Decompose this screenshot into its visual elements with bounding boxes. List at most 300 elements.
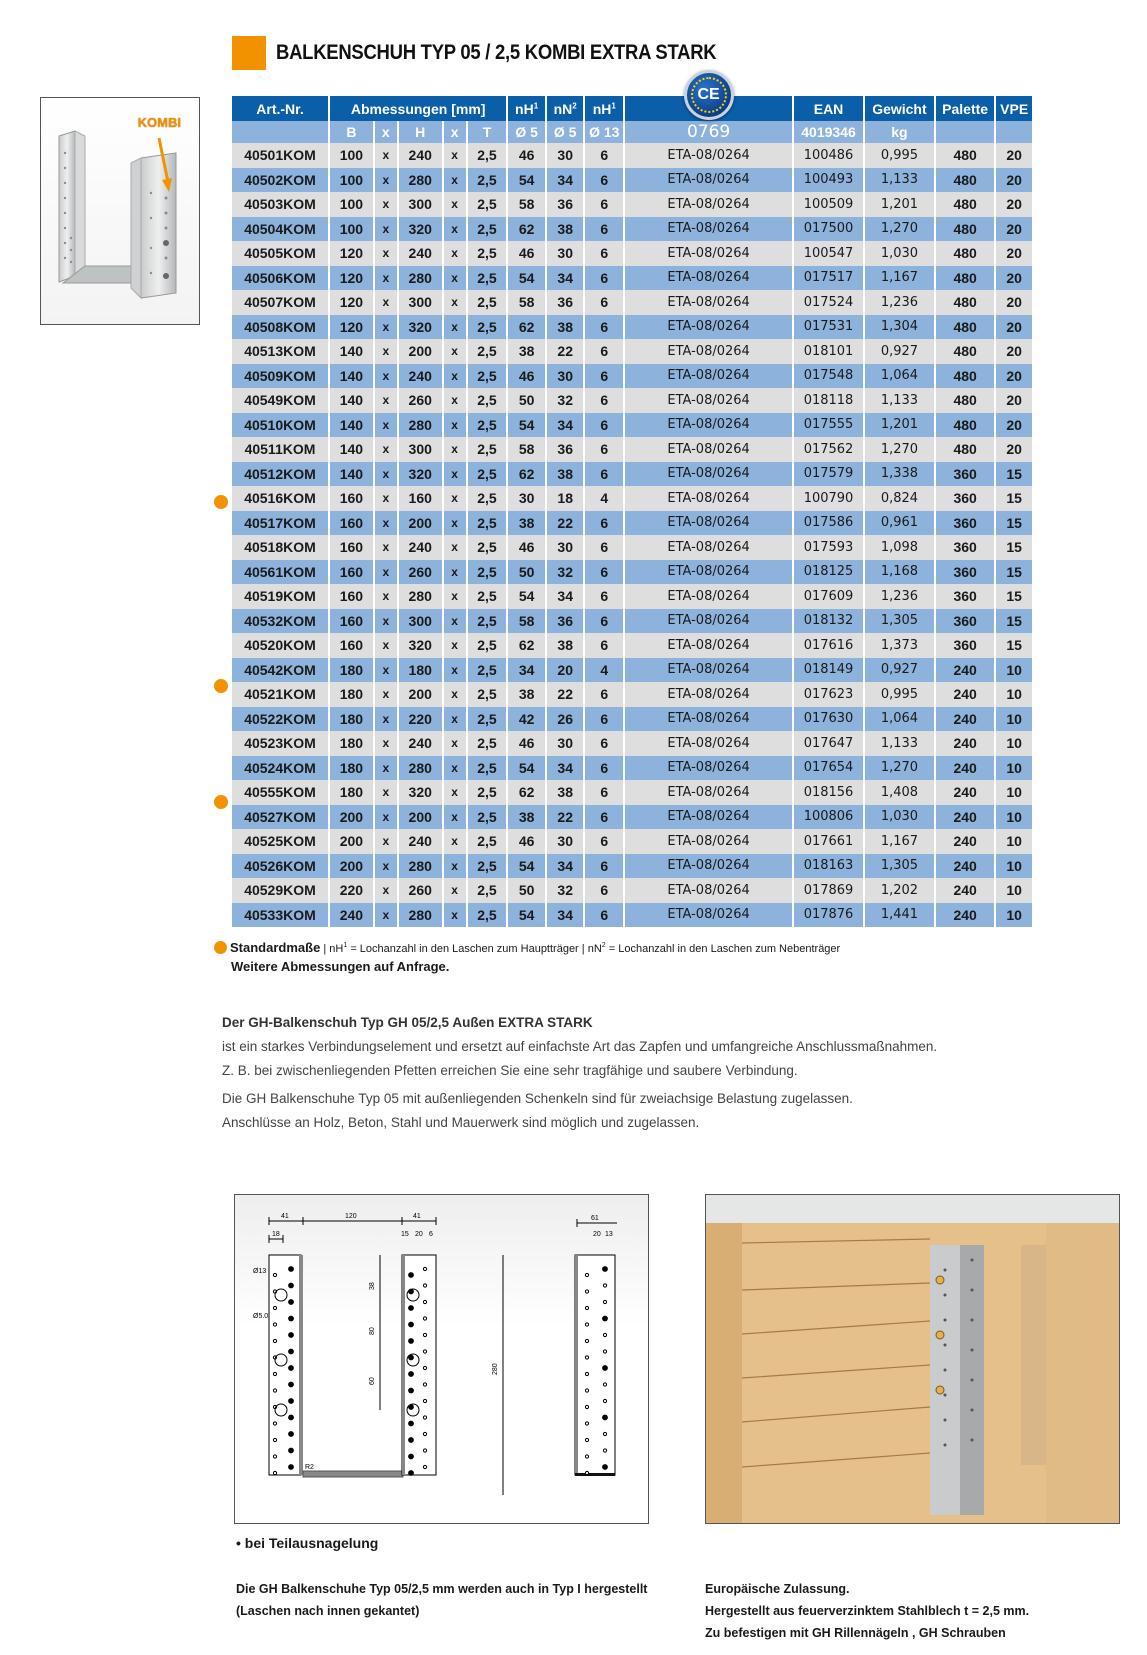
table-row: [232, 535, 1033, 560]
cell-b: 140: [329, 364, 374, 389]
cell-kg: 1,201: [864, 413, 935, 438]
cell-art: 40522KOM: [232, 707, 329, 732]
cell-h: 300: [398, 437, 443, 462]
col-header-nh5: [507, 96, 546, 121]
table-row: [232, 511, 1033, 536]
cell-nn: 30: [546, 241, 585, 266]
cell-art: 40529KOM: [232, 878, 329, 903]
cell-n13: 6: [584, 707, 624, 732]
hole-mark: [409, 1322, 414, 1327]
cell-ean: 017661: [793, 829, 864, 854]
cell-times: x: [443, 780, 467, 805]
cell-art: 40501KOM: [232, 143, 329, 168]
cell-nh: 62: [507, 633, 546, 658]
cell-n13: 6: [584, 878, 624, 903]
cell-vpe: 15: [995, 486, 1033, 511]
dim-13: 13: [605, 1231, 613, 1238]
nh13-sup: 1: [611, 100, 616, 110]
hole-mark: [289, 1333, 294, 1338]
cell-pal: 240: [935, 829, 995, 854]
hole-mark: [603, 1316, 608, 1321]
cell-times: x: [374, 756, 398, 781]
hole-mark: [423, 1449, 426, 1452]
cell-vpe: 20: [995, 192, 1033, 217]
cell-art: 40520KOM: [232, 633, 329, 658]
product-table: [232, 86, 1034, 927]
cell-ean: 018149: [793, 658, 864, 683]
hole-mark: [289, 1283, 294, 1288]
hole-mark: [423, 1317, 426, 1320]
cell-n13: 6: [584, 805, 624, 830]
cell-nh: 46: [507, 241, 546, 266]
cell-vpe: 15: [995, 462, 1033, 487]
cell-art: 40502KOM: [232, 168, 329, 193]
cell-n13: 6: [584, 388, 624, 413]
cell-h: 320: [398, 633, 443, 658]
hole-mark: [273, 1471, 276, 1474]
cell-art: 40518KOM: [232, 535, 329, 560]
cell-kg: 1,167: [864, 266, 935, 291]
cell-times: x: [443, 388, 467, 413]
cell-times: x: [443, 241, 467, 266]
technical-drawing: [234, 1194, 649, 1524]
cell-ean: 017531: [793, 315, 864, 340]
cell-eta: ETA-08/0264: [624, 290, 793, 315]
nn-label: nN: [553, 100, 573, 117]
cell-t: 2,5: [467, 486, 508, 511]
dim-6: 6: [429, 1231, 433, 1238]
cell-nn: 36: [546, 192, 585, 217]
cell-b: 160: [329, 633, 374, 658]
cell-kg: 1,236: [864, 584, 935, 609]
cell-nn: 34: [546, 168, 585, 193]
hole-mark: [603, 1415, 608, 1420]
description-heading: Der GH-Balkenschuh Typ GH 05/2,5 Außen EXTRA STARK: [222, 1015, 593, 1030]
cell-nn: 22: [546, 339, 585, 364]
cell-kg: 1,305: [864, 609, 935, 634]
cell-times: x: [374, 609, 398, 634]
hole-mark: [409, 1388, 414, 1393]
cell-b: 200: [329, 829, 374, 854]
hole-mark: [289, 1300, 294, 1305]
description-line: Die GH Balkenschuhe Typ 05 mit außenliegenden Schenkeln sind für zweiachsige Belastung zugelassen.: [222, 1091, 853, 1106]
cell-kg: 0,927: [864, 339, 935, 364]
cell-h: 320: [398, 780, 443, 805]
dim-15: 15: [401, 1231, 409, 1238]
hole-mark: [289, 1382, 294, 1387]
cell-art: 40555KOM: [232, 780, 329, 805]
cell-art: 40504KOM: [232, 217, 329, 242]
cell-n13: 6: [584, 609, 624, 634]
cell-eta: ETA-08/0264: [624, 266, 793, 291]
cell-kg: 1,270: [864, 437, 935, 462]
cell-nh: 62: [507, 780, 546, 805]
hole-mark: [585, 1422, 588, 1425]
cell-nn: 30: [546, 535, 585, 560]
hole-mark: [603, 1284, 606, 1287]
dim-20: 20: [415, 1231, 423, 1238]
description-line: ist ein starkes Verbindungselement und ersetzt auf einfachste Art das Zapfen und umfangreiche Anschlussmaßnahmen.: [222, 1039, 938, 1054]
hole-mark: [603, 1300, 606, 1303]
cell-kg: 1,338: [864, 462, 935, 487]
table-row: [232, 364, 1033, 389]
cell-b: 180: [329, 731, 374, 756]
cell-ean: 100790: [793, 486, 864, 511]
table-row: [232, 903, 1033, 928]
cell-vpe: 15: [995, 584, 1033, 609]
cell-h: 260: [398, 878, 443, 903]
cell-nh: 34: [507, 658, 546, 683]
cell-times: x: [374, 584, 398, 609]
cell-b: 120: [329, 241, 374, 266]
cell-ean: 017555: [793, 413, 864, 438]
cell-art: 40517KOM: [232, 511, 329, 536]
hole-mark: [603, 1383, 606, 1386]
cell-nn: 36: [546, 437, 585, 462]
cell-times: x: [374, 437, 398, 462]
cell-h: 280: [398, 854, 443, 879]
cell-times: x: [443, 854, 467, 879]
cell-n13: 6: [584, 854, 624, 879]
cell-n13: 6: [584, 192, 624, 217]
cell-eta: ETA-08/0264: [624, 903, 793, 928]
cell-pal: 360: [935, 609, 995, 634]
cell-nh: 50: [507, 878, 546, 903]
caption-right-line: Zu befestigen mit GH Rillennägeln , GH Schrauben: [705, 1626, 1006, 1640]
cell-b: 120: [329, 266, 374, 291]
table-row: [232, 829, 1033, 854]
cell-t: 2,5: [467, 633, 508, 658]
table-row: [232, 707, 1033, 732]
cell-times: x: [374, 511, 398, 536]
cell-times: x: [443, 290, 467, 315]
cell-pal: 240: [935, 805, 995, 830]
cell-b: 160: [329, 560, 374, 585]
cell-art: 40512KOM: [232, 462, 329, 487]
cell-h: 240: [398, 143, 443, 168]
cell-b: 160: [329, 535, 374, 560]
cell-ean: 017524: [793, 290, 864, 315]
cell-ean: 017609: [793, 584, 864, 609]
cell-h: 280: [398, 903, 443, 928]
cell-n13: 6: [584, 511, 624, 536]
table-row: [232, 633, 1033, 658]
cell-b: 180: [329, 756, 374, 781]
col-header-vpe: VPE: [995, 96, 1033, 121]
cell-h: 240: [398, 535, 443, 560]
cell-vpe: 20: [995, 437, 1033, 462]
cell-times: x: [443, 707, 467, 732]
cell-pal: 360: [935, 535, 995, 560]
cell-b: 160: [329, 511, 374, 536]
subheader-unit: kg: [864, 121, 935, 143]
description-line: Z. B. bei zwischenliegenden Pfetten erreichen Sie eine sehr tragfähige und saubere Verbindung.: [222, 1063, 798, 1078]
legend-more-sizes: Weitere Abmessungen auf Anfrage.: [231, 959, 450, 974]
cell-t: 2,5: [467, 217, 508, 242]
cell-b: 100: [329, 168, 374, 193]
hole-mark: [273, 1438, 276, 1441]
cell-t: 2,5: [467, 731, 508, 756]
table-row: [232, 315, 1033, 340]
cell-h: 320: [398, 217, 443, 242]
cell-art: 40506KOM: [232, 266, 329, 291]
cell-t: 2,5: [467, 266, 508, 291]
cell-h: 240: [398, 241, 443, 266]
cell-times: x: [374, 535, 398, 560]
hole-mark: [603, 1432, 606, 1435]
col-header-dimensions: Abmessungen [mm]: [329, 96, 507, 121]
hole-mark: [273, 1306, 276, 1309]
hole-mark: [423, 1350, 426, 1353]
cell-pal: 240: [935, 903, 995, 928]
cell-nh: 58: [507, 290, 546, 315]
dim-61: 61: [591, 1215, 599, 1222]
table-row: [232, 413, 1033, 438]
cell-n13: 6: [584, 339, 624, 364]
cell-kg: 1,373: [864, 633, 935, 658]
hole-mark: [603, 1399, 606, 1402]
cell-kg: 0,995: [864, 143, 935, 168]
hole-mark: [289, 1399, 294, 1404]
cell-n13: 4: [584, 486, 624, 511]
cell-vpe: 10: [995, 731, 1033, 756]
cell-times: x: [374, 364, 398, 389]
cell-art: 40508KOM: [232, 315, 329, 340]
cell-n13: 6: [584, 560, 624, 585]
cell-pal: 480: [935, 290, 995, 315]
caption-left: [236, 1578, 647, 1622]
cell-kg: 1,064: [864, 364, 935, 389]
hole-mark: [409, 1471, 414, 1476]
cell-h: 300: [398, 192, 443, 217]
cell-ean: 100509: [793, 192, 864, 217]
cell-times: x: [374, 486, 398, 511]
hole-mark: [423, 1432, 426, 1435]
subheader-h: H: [398, 121, 443, 143]
cell-ean: 017562: [793, 437, 864, 462]
cell-vpe: 10: [995, 805, 1033, 830]
cell-nh: 46: [507, 535, 546, 560]
cell-pal: 360: [935, 633, 995, 658]
cell-n13: 6: [584, 682, 624, 707]
cell-n13: 6: [584, 168, 624, 193]
cell-t: 2,5: [467, 511, 508, 536]
table-row: [232, 731, 1033, 756]
subheader-d5a: Ø 5: [507, 121, 546, 143]
cell-times: x: [374, 658, 398, 683]
cell-b: 220: [329, 878, 374, 903]
cell-t: 2,5: [467, 903, 508, 928]
cell-n13: 6: [584, 413, 624, 438]
cell-nn: 34: [546, 413, 585, 438]
cell-h: 280: [398, 413, 443, 438]
cell-kg: 1,202: [864, 878, 935, 903]
cell-art: 40527KOM: [232, 805, 329, 830]
cell-h: 320: [398, 462, 443, 487]
legend-line-2: [214, 958, 840, 976]
cell-art: 40526KOM: [232, 854, 329, 879]
table-row: [232, 192, 1033, 217]
cell-nh: 54: [507, 266, 546, 291]
cell-nh: 46: [507, 829, 546, 854]
cell-eta: ETA-08/0264: [624, 315, 793, 340]
table-row: [232, 437, 1033, 462]
cell-eta: ETA-08/0264: [624, 633, 793, 658]
cell-vpe: 10: [995, 878, 1033, 903]
cell-b: 100: [329, 192, 374, 217]
cell-eta: ETA-08/0264: [624, 535, 793, 560]
cell-eta: ETA-08/0264: [624, 511, 793, 536]
dim-120: 120: [345, 1213, 357, 1220]
cell-vpe: 10: [995, 903, 1033, 928]
cell-times: x: [374, 290, 398, 315]
cell-art: 40525KOM: [232, 829, 329, 854]
cell-nh: 54: [507, 168, 546, 193]
cell-ean: 017616: [793, 633, 864, 658]
cell-t: 2,5: [467, 584, 508, 609]
hole-mark: [603, 1449, 606, 1452]
cell-times: x: [443, 903, 467, 928]
description: [222, 1011, 937, 1135]
hole-mark: [289, 1432, 294, 1437]
cell-vpe: 20: [995, 168, 1033, 193]
cell-kg: 0,824: [864, 486, 935, 511]
cell-n13: 6: [584, 535, 624, 560]
cell-nh: 38: [507, 511, 546, 536]
cell-pal: 480: [935, 266, 995, 291]
dim-38: 38: [369, 1282, 376, 1290]
table-row: [232, 217, 1033, 242]
hole-mark: [585, 1306, 588, 1309]
cell-t: 2,5: [467, 143, 508, 168]
cell-ean: 017500: [793, 217, 864, 242]
title-accent-square: [232, 36, 266, 70]
cell-ean: 018118: [793, 388, 864, 413]
cell-n13: 6: [584, 756, 624, 781]
cell-eta: ETA-08/0264: [624, 609, 793, 634]
cell-t: 2,5: [467, 315, 508, 340]
cell-nn: 36: [546, 290, 585, 315]
cell-nn: 34: [546, 903, 585, 928]
hole-mark: [423, 1383, 426, 1386]
cell-t: 2,5: [467, 192, 508, 217]
cell-times: x: [443, 266, 467, 291]
dim-41-a: 41: [281, 1213, 289, 1220]
cell-nh: 54: [507, 854, 546, 879]
hole-mark: [273, 1339, 276, 1342]
cell-kg: 0,927: [864, 658, 935, 683]
cell-vpe: 10: [995, 829, 1033, 854]
cell-art: 40503KOM: [232, 192, 329, 217]
cell-nh: 46: [507, 143, 546, 168]
cell-pal: 480: [935, 168, 995, 193]
cell-kg: 1,305: [864, 854, 935, 879]
cell-pal: 480: [935, 192, 995, 217]
cell-times: x: [374, 413, 398, 438]
cell-eta: ETA-08/0264: [624, 658, 793, 683]
hole-mark: [289, 1448, 294, 1453]
hole-mark: [423, 1284, 426, 1287]
hole-mark: [273, 1372, 276, 1375]
cell-h: 200: [398, 805, 443, 830]
cell-n13: 6: [584, 731, 624, 756]
cell-n13: 6: [584, 241, 624, 266]
cell-pal: 480: [935, 217, 995, 242]
cell-h: 260: [398, 560, 443, 585]
cell-art: 40532KOM: [232, 609, 329, 634]
table-row: [232, 609, 1033, 634]
cell-nh: 62: [507, 462, 546, 487]
cell-nn: 22: [546, 682, 585, 707]
cell-nh: 30: [507, 486, 546, 511]
cell-eta: ETA-08/0264: [624, 388, 793, 413]
cell-b: 180: [329, 658, 374, 683]
hole-mark: [409, 1306, 414, 1311]
cell-vpe: 20: [995, 217, 1033, 242]
cell-vpe: 10: [995, 707, 1033, 732]
cell-nh: 58: [507, 437, 546, 462]
cell-eta: ETA-08/0264: [624, 192, 793, 217]
cell-t: 2,5: [467, 168, 508, 193]
cell-eta: ETA-08/0264: [624, 241, 793, 266]
legend-line-1: [214, 937, 840, 958]
cell-art: 40511KOM: [232, 437, 329, 462]
cell-nh: 38: [507, 805, 546, 830]
hole-mark: [409, 1438, 414, 1443]
cell-pal: 240: [935, 780, 995, 805]
hole-mark: [603, 1267, 608, 1272]
table-row: [232, 805, 1033, 830]
cell-h: 180: [398, 658, 443, 683]
cell-nn: 32: [546, 388, 585, 413]
cell-eta: ETA-08/0264: [624, 878, 793, 903]
table-row: [232, 241, 1033, 266]
cell-times: x: [443, 535, 467, 560]
cell-ean: 017517: [793, 266, 864, 291]
cell-n13: 6: [584, 903, 624, 928]
cell-times: x: [374, 315, 398, 340]
product-image: [40, 97, 200, 325]
cell-eta: ETA-08/0264: [624, 756, 793, 781]
cell-t: 2,5: [467, 609, 508, 634]
col-header-ean: EAN: [793, 96, 864, 121]
cell-times: x: [443, 609, 467, 634]
cell-h: 240: [398, 364, 443, 389]
cell-pal: 480: [935, 143, 995, 168]
standard-size-dot-icon: [214, 495, 228, 509]
hole-mark: [289, 1267, 294, 1272]
cell-vpe: 20: [995, 315, 1033, 340]
hole-mark: [273, 1422, 276, 1425]
hole-mark: [603, 1465, 608, 1470]
cell-ean: 017654: [793, 756, 864, 781]
nn-sup: 2: [572, 100, 577, 110]
caption-right: [705, 1578, 1029, 1644]
caption-partial-nailing: • bei Teilausnagelung: [236, 1535, 379, 1551]
dim-80: 80: [369, 1327, 376, 1335]
cell-b: 140: [329, 339, 374, 364]
cell-b: 100: [329, 217, 374, 242]
cell-times: x: [443, 511, 467, 536]
cell-pal: 480: [935, 241, 995, 266]
cell-eta: ETA-08/0264: [624, 413, 793, 438]
cell-nn: 22: [546, 511, 585, 536]
table-row: [232, 560, 1033, 585]
cell-times: x: [443, 682, 467, 707]
cell-n13: 6: [584, 584, 624, 609]
cell-nn: 38: [546, 780, 585, 805]
cell-times: x: [374, 241, 398, 266]
